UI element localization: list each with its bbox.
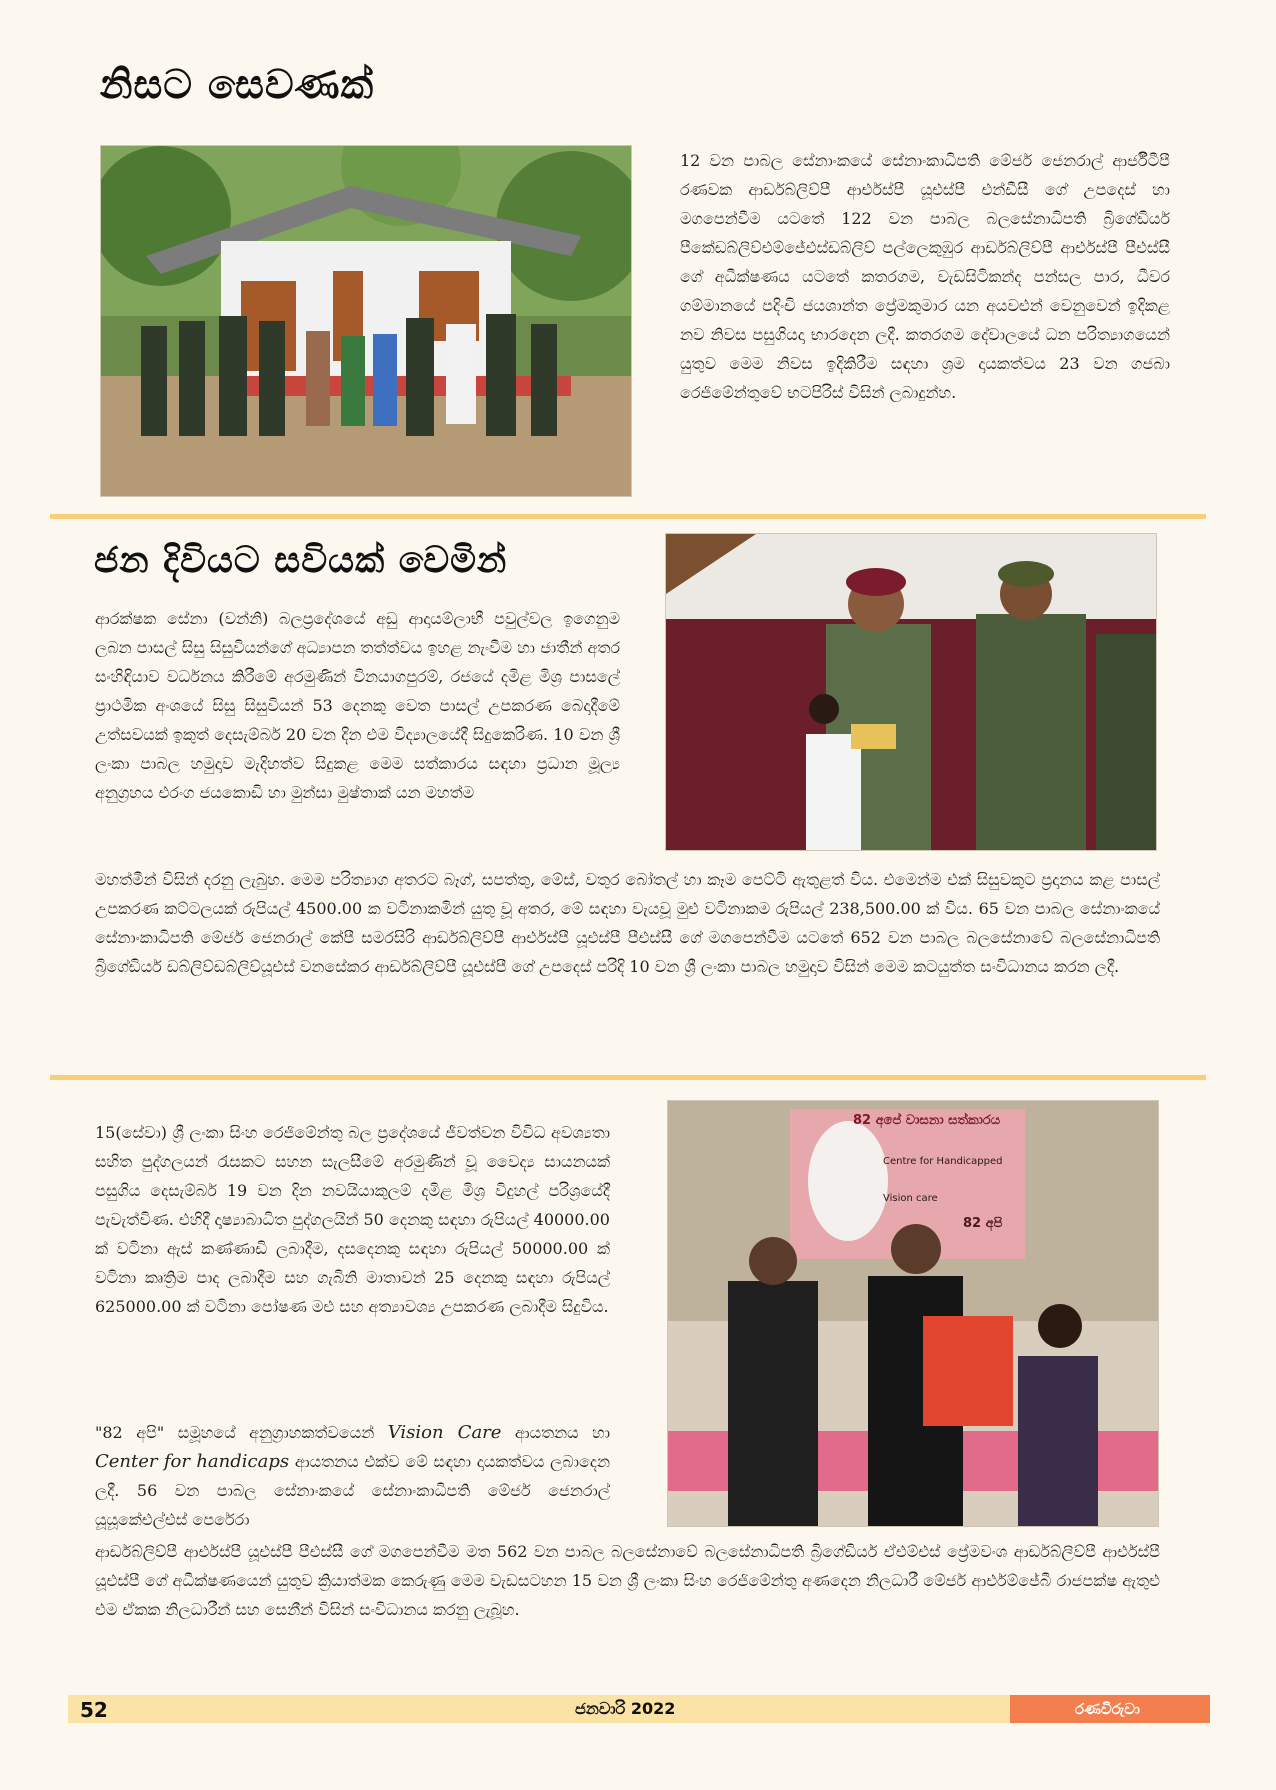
school-donation-photo [666, 534, 1156, 850]
section2-body-top: ආරක්ෂක සේනා (වන්නි) බලප්‍රදේශයේ අඩු ආදායම්ලාභී පවුල්වල ඉගෙනුම ලබන පාසල් සිසු සිසුවියන්ගේ අධ්‍යාපන තත්ත්වය ඉහළ නැංවීම හා ජාතීන් අතර සංහිඳියාව වර්ධනය කිරීමේ අරමුණින් විනයාගපුරම්, රජයේ දමිළ මිශ්‍ර පාසලේ ප්‍රාථමික අංශයේ සිසු සිසුවියන් 53 දෙනකු වෙත පාසල් උපකරණ බෙදාදීමේ උත්සවයක් ඉකුත් දෙසැම්බර් 20 වන දින එම විද්‍යාලයේදී සිදුකෙරිණ. 10 වන ශ්‍රී ලංකා පාබල හමුදාව මැදිහත්ව සිදුකළ මෙම සත්කාරය සඳහා ප්‍රධාන මූල්‍ය අනුග්‍රහය එරංග ජයකොඩි හා මුන්සා මුෂ්තාක් යන මහත්ම [95, 609, 620, 802]
section3-body-bottom: ආර්ඩබ්ලිව්පී ආර්එස්පී යූඑස්පී පීඑස්සී ගේ මගපෙන්වීම මත 562 වන පාබල බලසේනාවේ බලසේනාධිපති බ්‍රිගේඩියර් ඒඑම්එස් ප්‍රේමවංශ ආර්ඩබ්ලිව්පී ආර්එස්පී යූඑස්පී ගේ අධීක්ෂණයෙන් යුතුව ක්‍රියාත්මක කෙරුණු මෙම වැඩසටහන 15 වන ශ්‍රී ලංකා සිංහ රෙජිමේන්තු අණදෙන නිලධාරී මේජර් ආර්එම්ජේබී රාජපක්ෂ ඇතුළු එම ඒකක නිලධාරීන් සහ සෙනීන් විසින් සංවිධානය කරනු ලැබූහ. [95, 1542, 1160, 1619]
banner-title: 82 අපේ වාසනා සත්කාරය [853, 1113, 1001, 1128]
section-divider-1 [50, 514, 1206, 519]
section3-body-b-mid: ආයතනය හා [514, 1423, 610, 1442]
section1-heading: නිසට සෙවණක් [100, 62, 375, 108]
banner-vision-care: Vision care [883, 1193, 938, 1204]
section1-body: 12 වන පාබල සේනාංකයේ සේනාංකාධිපති මේජර් ජෙනරාල් ආර්ජීටීපී රණවක ආර්ඩබ්ලිව්පී ආර්එස්පී යූඑස්පී එන්ඩීසී ගේ උපදෙස් හා මගපෙන්වීම යටතේ 122 වන පාබල බලසේනාධිපති බ්‍රිගේඩියර් පීකේඩබ්ලිව්එම්ජේඑස්ඩබ්ලිව් පල්ලෙකුඹුර ආර්ඩබ්ලිව්පී ආර්එස්පී පීඑස්සී ගේ අධීක්ෂණය යටතේ කතරගම, වැඩසිටිකන්ද පන්සල පාර, ධීවර ගම්මානයේ පදිංචි ජයශාන්ත ප්‍රේමකුමාර යන අයවළුන් වෙනුවෙන් ඉදිකළ නව නිවස පසුගියදා භාරදෙන ලදී. කතරගම දේවාලයේ ධන පරිත්‍යාගයෙන් යුතුව මෙම නිවස ඉදිකිරීම සඳහා ශ්‍රම දායකත්වය 23 වන ගජබා රෙජිමේන්තුවේ භටපිරිස් විසින් ලබාදුන්හ. [680, 151, 1170, 402]
page-number: 52 [80, 1698, 108, 1722]
section3-body-a: 15(සේවා) ශ්‍රී ලංකා සිංහ රෙජිමේන්තු බල ප්‍රදේශයේ ජීවත්වන විවිධ අවශ්‍යතා සහිත පුද්ගලයන් රැසකට සහන සැලසීමේ අරමුණින් වූ වෛද්‍ය සායනයක් පසුගිය දෙසැම්බර් 19 වන දින නවයියාකුලම් දමිළ මිශ්‍ර විදුහල් පරිශ්‍රයේදී පැවැත්විණ. එහිදී දෘෂ්‍යාබාධිත පුද්ගලයින් 50 දෙනකු සඳහා රුපියල් 40000.00 ක් වටිනා ඇස් කණ්ණාඩි ලබාදීම, දසදෙනකු සඳහා රුපියල් 50000.00 ක් වටිනා කෘත්‍රිම පාද ලබාදීම සහ ගැබිනි මාතාවන් 25 දෙනකු සඳහා රුපියල් 625000.00 ක් වටිනා පෝෂණ මළු සහ අත්‍යාවශ්‍ය උපකරණ ලබාදීම සිදුවිය. [95, 1123, 610, 1316]
section3-body-b [95, 1418, 610, 1534]
section1-photo-house-handover [100, 145, 632, 497]
section2-photo-school-donation [665, 533, 1157, 851]
magazine-name: රණවිරුවා [1075, 1700, 1140, 1718]
issue-month: ජනවාරි 2022 [575, 1699, 676, 1718]
section3-body-b-rest: ආයතනය එක්ව මේ සඳහා දායකත්වය ලබාදෙන ලදී. 56 වන පාබල සේනාංකයේ සේනාංකාධිපති මේජර් ජෙනරාල් යූයූකේඑල්එස් පෙරේරා [95, 1452, 610, 1529]
banner-centre-for-handicapped: Centre for Handicapped [883, 1156, 1003, 1167]
section3-photo-medical-clinic [667, 1100, 1159, 1527]
banner-82-api-logo: 82 අපි [963, 1216, 1003, 1231]
footer-bar [68, 1695, 1010, 1723]
section-divider-2 [50, 1075, 1206, 1080]
section2-body-bottom: මහත්මීන් විසින් දරනු ලැබුහ. මෙම පරිත්‍යාග අතරට බෑග්, සපත්තු, මේස්, වතුර බෝතල් හා කෑම පෙට්ටි ඇතුළත් විය. එමෙන්ම එක් සිසුවකුට ප්‍රදානය කළ පාසල් උපකරණ කට්ටලයක් රුපියල් 4500.00 ක වටිනාකමින් යුතු වූ අතර, මේ සඳහා වැයවූ මුළු වටිනාකම රුපියල් 238,500.00 ක් විය. 65 වන පාබල සේනාංකයේ සේනාංකාධිපති මේජර් ජෙනරාල් කේපී සමරසිරි ආර්ඩබ්ලිව්පී ආර්එස්පී යූඑස්පී පීඑස්සී ගේ මගපෙන්වීම යටතේ 652 වන පාබල බලසේනාවේ බලසේනාධිපති බ්‍රිගේඩියර් ඩබ්ලිව්ඩබ්ලිව්යූඑස් වනසේකර ආර්ඩබ්ලිව්පී යූඑස්පී ගේ උපදෙස් පරිදි 10 වන ශ්‍රී ලංකා පාබල හමුදාව විසින් මෙම කටයුත්ත සංවිධානය කරන ලදී. [95, 870, 1160, 976]
section3-body-b-prefix: "82 අපි" සමූහයේ අනුග්‍රාහකත්වයෙන් [95, 1423, 375, 1442]
section2-heading: ජන දිවියට සවියක් වෙමින් [94, 540, 508, 581]
vision-care-name: Vision Care [387, 1422, 502, 1443]
house-handover-photo [101, 146, 631, 496]
center-for-handicaps-name: Center for handicaps [95, 1451, 290, 1472]
